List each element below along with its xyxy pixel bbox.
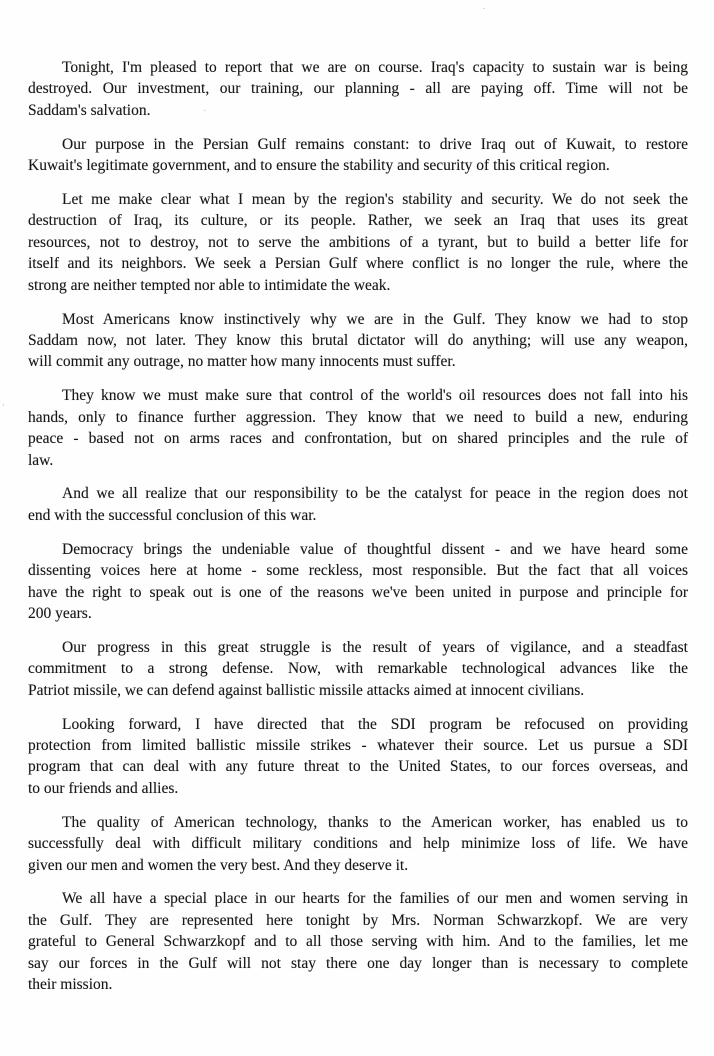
paragraph xyxy=(28,812,688,876)
paragraph-line: They know we must make sure that control of the world's oil resources does not fall into his xyxy=(62,387,688,405)
paragraph-line: Looking forward, I have directed that the SDI program be refocused on providing xyxy=(62,715,688,733)
paragraph xyxy=(28,134,688,177)
paragraph-line: destroyed. Our investment, our training, our planning - all are paying off. Time will not be xyxy=(28,80,688,98)
paragraph-line: And we all realize that our responsibility to be the catalyst for peace in the region does not xyxy=(62,485,688,503)
paragraph xyxy=(28,714,688,800)
paragraph-line: strong are neither tempted nor able to intimidate the weak. xyxy=(28,276,391,294)
paragraph-line: say our forces in the Gulf will not stay there one day longer than is necessary to complete xyxy=(28,954,688,972)
paragraph xyxy=(28,385,688,471)
paragraph-line: Most Americans know instinctively why we are in the Gulf. They know we had to stop xyxy=(62,310,688,328)
paragraph-line: Patriot missile, we can defend against ballistic missile attacks aimed at innocent civilians. xyxy=(28,681,585,699)
paragraph-line: given our men and women the very best. And they deserve it. xyxy=(28,856,409,874)
paragraph-line: Kuwait's legitimate government, and to ensure the stability and security of this critical region. xyxy=(28,157,610,175)
paragraph-line: Our progress in this great struggle is the result of years of vigilance, and a steadfast xyxy=(62,638,688,656)
paragraph-line: end with the successful conclusion of this war. xyxy=(28,506,317,524)
paragraph-line: resources, not to destroy, not to serve the ambitions of a tyrant, but to build a better life for xyxy=(28,233,688,251)
scan-margin-mark-icon: ʻ xyxy=(2,402,5,412)
paragraph-line: Saddam's salvation. xyxy=(28,101,151,119)
paragraph-line: have the right to speak out is one of the reasons we've been united in purpose and principle for xyxy=(28,583,688,601)
paragraph-line: protection from limited ballistic missile strikes - whatever their source. Let us pursue a SDI xyxy=(28,736,688,754)
paragraph xyxy=(28,189,688,296)
paragraph-line: commitment to a strong defense. Now, with remarkable technological advances like the xyxy=(28,660,688,678)
paragraph-line: Let me make clear what I mean by the region's stability and security. We do not seek the xyxy=(62,191,688,209)
paragraph-line: 200 years. xyxy=(28,604,92,622)
paragraph-line: peace - based not on arms races and confrontation, but on shared principles and the rule of xyxy=(28,430,688,448)
paragraph-line: Tonight, I'm pleased to report that we are on course. Iraq's capacity to sustain war is being xyxy=(62,59,688,76)
paragraph-line: hands, only to finance further aggression. They know that we need to build a new, enduring xyxy=(28,408,688,426)
paragraph xyxy=(28,637,688,701)
paragraph-line: itself and its neighbors. We seek a Persian Gulf where conflict is no longer the rule, where the xyxy=(28,255,688,273)
paragraph-line: will commit any outrage, no matter how many innocents must suffer. xyxy=(28,353,456,371)
paragraph-line: the Gulf. They are represented here tonight by Mrs. Norman Schwarzkopf. We are very xyxy=(28,911,688,929)
paragraph xyxy=(28,539,688,625)
paragraph xyxy=(28,57,688,121)
paragraph-line: We all have a special place in our hearts for the families of our men and women serving in xyxy=(62,890,688,908)
paragraph-line: their mission. xyxy=(28,976,113,994)
paragraph xyxy=(28,309,688,373)
paragraph-line: dissenting voices here at home - some reckless, most responsible. But the fact that all voices xyxy=(28,562,688,580)
paragraph-line: Democracy brings the undeniable value of thoughtful dissent - and we have heard some xyxy=(62,540,688,558)
paragraph-line: to our friends and allies. xyxy=(28,779,179,797)
paragraph-line: successfully deal with difficult military conditions and help minimize loss of life. We have xyxy=(28,835,688,853)
paragraph-line: Saddam now, not later. They know this brutal dictator will do anything; will use any weapon, xyxy=(28,331,688,349)
paragraph-line: Our purpose in the Persian Gulf remains constant: to drive Iraq out of Kuwait, to restore xyxy=(62,135,688,153)
paragraph-line: law. xyxy=(28,451,54,469)
paragraph xyxy=(28,888,688,995)
paragraph-line: destruction of Iraq, its culture, or its people. Rather, we seek an Iraq that uses its great xyxy=(28,212,688,230)
paragraph-line: program that can deal with any future threat to the United States, to our forces overseas, and xyxy=(28,758,688,776)
paragraph xyxy=(28,483,688,526)
paragraph-line: grateful to General Schwarzkopf and to all those serving with him. And to the families, let me xyxy=(28,933,688,951)
speech-text-body xyxy=(28,57,688,1008)
scan-speck-icon: · xyxy=(203,105,207,117)
paragraph-line: The quality of American technology, thanks to the American worker, has enabled us to xyxy=(62,813,688,831)
scan-speck-icon: · xyxy=(482,3,486,15)
